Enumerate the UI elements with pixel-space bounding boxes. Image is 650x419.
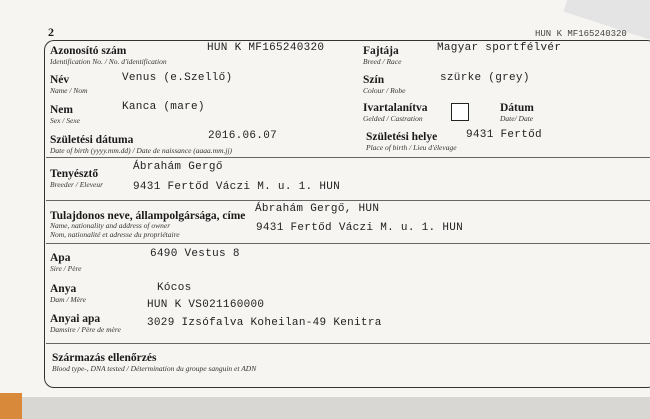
sire-sub: Sire / Père — [50, 264, 82, 273]
dob-value: 2016.06.07 — [208, 130, 278, 142]
owner-sub-2: Nom, nationalité et adresse du propriétaire — [50, 230, 180, 239]
breed-value: Magyar sportfélvér — [437, 42, 562, 54]
date-label: Dátum — [500, 102, 534, 114]
colour-label: Szín — [363, 74, 385, 86]
breeder-name: Ábrahám Gergő — [133, 161, 223, 173]
date-sub: Date/ Date — [500, 114, 534, 123]
pob-value: 9431 Fertőd — [466, 129, 542, 141]
owner-sub-1: Name, nationality and address of owner — [50, 221, 171, 230]
name-label: Név — [50, 74, 70, 86]
bottom-edge — [0, 397, 650, 419]
damsire-sub: Damsire / Père de mère — [50, 325, 121, 334]
dob-label: Születési dátuma — [50, 134, 134, 146]
breed-label: Fajtája — [363, 45, 399, 57]
name-sub: Name / Nom — [50, 86, 88, 95]
gelded-checkbox[interactable] — [451, 103, 469, 121]
header-id: HUN K MF165240320 — [535, 29, 627, 39]
pob-label: Születési helye — [366, 131, 438, 143]
colour-value: szürke (grey) — [440, 72, 530, 84]
gelded-sub: Gelded / Castration — [363, 114, 423, 123]
damsire-label: Anyai apa — [50, 313, 101, 325]
sex-value: Kanca (mare) — [122, 101, 205, 113]
colour-sub: Colour / Robe — [363, 86, 406, 95]
dam-sub: Dam / Mère — [50, 295, 86, 304]
owner-label: Tulajdonos neve, állampolgársága, címe — [50, 210, 246, 222]
owner-address: 9431 Fertőd Váczi M. u. 1. HUN — [256, 222, 464, 234]
divider-4 — [46, 343, 650, 344]
origin-sub: Blood type-, DNA tested / Détermination du groupe sanguin et ADN — [52, 364, 257, 373]
sire-value: 6490 Vestus 8 — [150, 248, 240, 260]
name-value: Venus (e.Szellő) — [122, 72, 233, 84]
origin-label: Származás ellenőrzés — [52, 352, 157, 364]
sex-label: Nem — [50, 104, 73, 116]
damsire-value: 3029 Izsófalva Koheilan-49 Kenitra — [147, 317, 382, 329]
breed-sub: Breed / Race — [363, 57, 402, 66]
breeder-address: 9431 Fertőd Váczi M. u. 1. HUN — [133, 181, 341, 193]
sire-label: Apa — [50, 252, 71, 264]
divider-1 — [46, 157, 650, 158]
gelded-label: Ivartalanítva — [363, 102, 428, 114]
divider-2 — [46, 200, 650, 201]
dob-sub: Date of birth (yyyy.mm.dd) / Date de naissance (aaaa.mm.jj) — [50, 146, 233, 155]
pob-sub: Place of birth / Lieu d'élevage — [366, 143, 457, 152]
page-number: 2 — [48, 25, 54, 39]
breeder-sub: Breeder / Eleveur — [50, 180, 104, 189]
dam-label: Anya — [50, 283, 77, 295]
id-label: Azonosító szám — [50, 45, 127, 57]
orange-strip — [0, 393, 22, 419]
breeder-label: Tenyésztő — [50, 168, 99, 180]
dam-name: Kócos — [157, 282, 192, 294]
id-value: HUN K MF165240320 — [207, 42, 325, 54]
divider-3 — [46, 243, 650, 244]
dam-id: HUN K VS021160000 — [147, 299, 265, 311]
sex-sub: Sex / Sexe — [50, 116, 80, 125]
owner-name: Ábrahám Gergő, HUN — [255, 203, 380, 215]
id-sub: Identification No. / No. d'identification — [50, 57, 167, 66]
